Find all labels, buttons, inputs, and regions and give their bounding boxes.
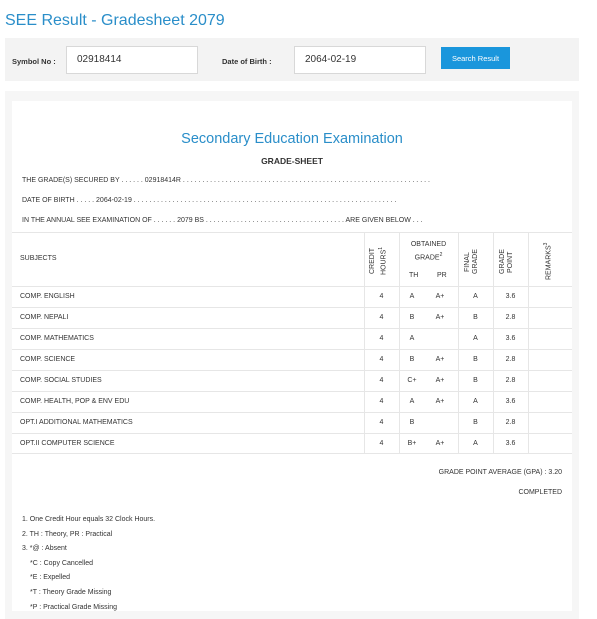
grade-point-header: GRADE POINT — [499, 249, 514, 275]
dob-line: DATE OF BIRTH . . . . . 2064-02-19 . . . . . . . . . . . . . . . . . . . . . . . . . . . . . . . . . . . . . . . . . . . . . . . . . . . . . . . . . . . . . . . . . . . . — [22, 197, 397, 204]
footnote: *C : Copy Cancelled — [30, 559, 94, 567]
obtained-grade-header: OBTAINED GRADE$^2$ — [410, 241, 447, 262]
footnote: 2. TH : Theory, PR : Practical — [22, 530, 113, 538]
table-bottom-border — [12, 453, 572, 454]
subject-cell: OPT.I ADDITIONAL MATHEMATICS — [20, 419, 133, 426]
footnote: *E : Expelled — [30, 574, 71, 582]
exam-title: Secondary Education Examination — [181, 131, 403, 147]
symbol-label: Symbol No : — [12, 57, 56, 66]
pr-cell: A+ — [435, 440, 445, 447]
th-cell: B+ — [407, 440, 417, 447]
column-divider — [528, 232, 529, 453]
grade-point-cell: 3.6 — [505, 398, 516, 405]
th-cell: A — [409, 398, 415, 405]
row-divider — [12, 433, 572, 434]
gradesheet-container — [5, 91, 579, 619]
subjects-header: SUBJECTS — [20, 255, 57, 262]
status-text: COMPLETED — [518, 489, 562, 496]
final-grade-cell: B — [473, 419, 478, 426]
credit-cell: 4 — [379, 293, 384, 300]
grade-point-cell: 3.6 — [505, 440, 516, 447]
subject-cell: COMP. SOCIAL STUDIES — [20, 377, 102, 384]
subject-cell: OPT.II COMPUTER SCIENCE — [20, 440, 115, 447]
footnotes — [22, 513, 155, 615]
grade-point-cell: 2.8 — [505, 356, 516, 363]
search-result-button[interactable]: Search Result — [441, 47, 510, 69]
th-cell: A — [409, 293, 415, 300]
grade-point-cell: 2.8 — [505, 314, 516, 321]
credit-cell: 4 — [379, 419, 384, 426]
pr-cell: A+ — [435, 314, 445, 321]
page-title: SEE Result - Gradesheet 2079 — [5, 12, 225, 29]
footnote: *T : Theory Grade Missing — [30, 588, 112, 596]
grade-point-cell: 3.6 — [505, 335, 516, 342]
th-cell: A — [409, 335, 415, 342]
row-divider — [12, 391, 572, 392]
footnote: 1. One Credit Hour equals 32 Clock Hours. — [22, 516, 156, 523]
final-grade-cell: A — [473, 398, 478, 405]
column-divider — [399, 232, 400, 453]
th-cell: C+ — [407, 377, 417, 384]
credit-cell: 4 — [379, 335, 384, 342]
table-top-border — [12, 232, 572, 233]
subject-cell: COMP. SCIENCE — [20, 356, 76, 363]
th-cell: B — [409, 356, 415, 363]
row-divider — [12, 370, 572, 371]
final-grade-cell: A — [473, 440, 478, 447]
gpa-summary: GRADE POINT AVERAGE (GPA) : 3.20 — [438, 469, 562, 476]
grade-point-cell: 3.6 — [505, 293, 516, 300]
final-grade-cell: B — [473, 356, 478, 363]
th-header: TH — [409, 272, 419, 279]
final-grade-cell: A — [473, 293, 478, 300]
credit-cell: 4 — [379, 440, 384, 447]
gradesheet-title: GRADE-SHEET — [261, 156, 323, 166]
subject-cell: COMP. MATHEMATICS — [20, 335, 94, 342]
final-grade-header: FINAL GRADE — [464, 249, 479, 275]
pr-cell: A+ — [435, 398, 445, 405]
final-grade-cell: B — [473, 314, 478, 321]
pr-cell: A+ — [435, 293, 445, 300]
symbol-input[interactable]: 02918414 — [66, 46, 198, 74]
row-divider — [12, 328, 572, 329]
search-form — [5, 38, 579, 81]
row-divider — [12, 412, 572, 413]
final-grade-cell: A — [473, 335, 478, 342]
footnote: *P : Practical Grade Missing — [30, 603, 118, 611]
credit-cell: 4 — [379, 377, 384, 384]
row-divider — [12, 307, 572, 308]
final-grade-cell: B — [473, 377, 478, 384]
secured-by-line: THE GRADE(S) SECURED BY . . . . . . 02918414R . . . . . . . . . . . . . . . . . . . . . . . . . . . . . . . . . . . . . . . . . . . . . . . . . . . . . . . . . . . . . . . . — [22, 177, 430, 184]
exam-line: IN THE ANNUAL SEE EXAMINATION OF . . . . . . 2079 BS . . . . . . . . . . . . . . . . . . . . . . . . . . . . . . . . . . . . ARE GIVEN BELOW . . . — [22, 217, 423, 224]
credit-cell: 4 — [379, 356, 384, 363]
grade-point-cell: 2.8 — [505, 377, 516, 384]
pr-cell: A+ — [435, 356, 445, 363]
dob-label: Date of Birth : — [222, 57, 272, 66]
table-header-border — [12, 286, 572, 287]
credit-cell: 4 — [379, 398, 384, 405]
subject-cell: COMP. ENGLISH — [20, 293, 75, 300]
footnote: 3. *@ : Absent — [22, 545, 67, 553]
gradesheet — [12, 101, 572, 611]
subject-cell: COMP. NEPALI — [20, 314, 69, 321]
pr-cell: A+ — [435, 377, 445, 384]
th-cell: B — [409, 314, 415, 321]
credit-hours-header: CREDIT HOURS$^1$ — [369, 246, 388, 276]
dob-input[interactable]: 2064-02-19 — [294, 46, 426, 74]
pr-header: PR — [437, 272, 447, 279]
row-divider — [12, 349, 572, 350]
remarks-header: REMARKS$^3$ — [543, 242, 553, 280]
subject-cell: COMP. HEALTH, POP & ENV EDU — [20, 398, 130, 405]
th-cell: B — [409, 419, 415, 426]
credit-cell: 4 — [379, 314, 384, 321]
grade-point-cell: 2.8 — [505, 419, 516, 426]
